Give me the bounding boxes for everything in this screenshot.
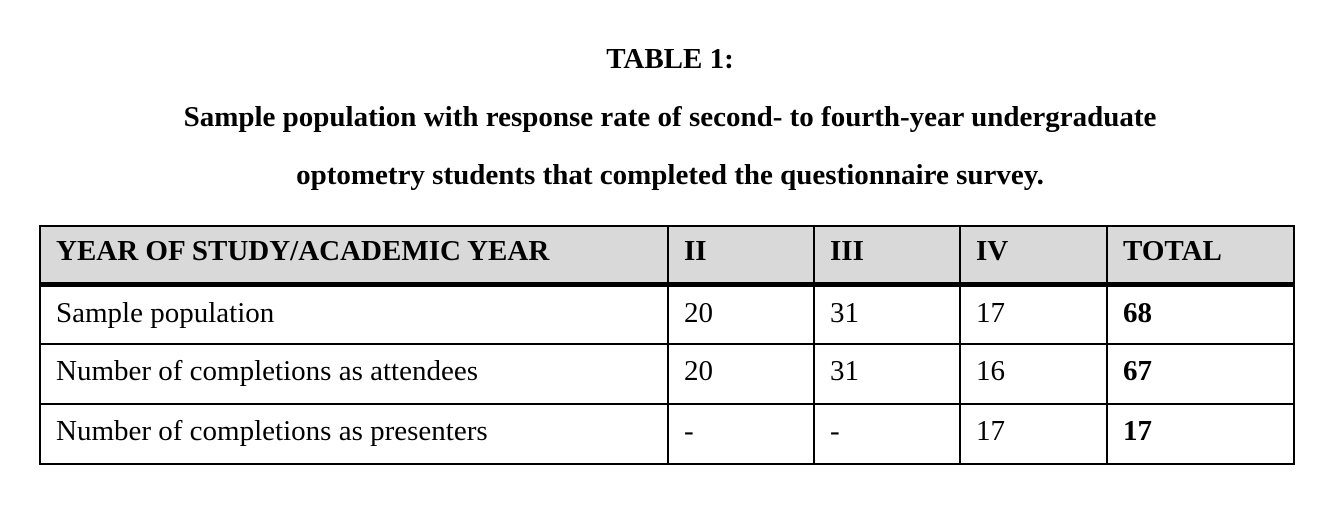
cell-year-iv: 17 (960, 404, 1107, 464)
header-year-iv: IV (960, 226, 1107, 284)
header-total: TOTAL (1107, 226, 1294, 284)
cell-year-iii: 31 (814, 284, 960, 344)
row-label: Number of completions as attendees (40, 344, 668, 404)
cell-year-iii: - (814, 404, 960, 464)
table-caption-label: TABLE 1: (606, 43, 734, 75)
table-row (40, 404, 1294, 464)
cell-total: 17 (1107, 404, 1294, 464)
cell-total: 67 (1107, 344, 1294, 404)
data-table (39, 225, 1295, 465)
table-caption-line-1: Sample population with response rate of second- to fourth-year undergraduate (183, 101, 1157, 133)
cell-year-ii: 20 (668, 344, 814, 404)
cell-year-iv: 17 (960, 284, 1107, 344)
cell-year-iii: 31 (814, 344, 960, 404)
cell-year-ii: 20 (668, 284, 814, 344)
row-label: Number of completions as presenters (40, 404, 668, 464)
header-year-of-study: YEAR OF STUDY/ACADEMIC YEAR (40, 226, 668, 284)
header-row (40, 226, 1294, 284)
header-year-ii: II (668, 226, 814, 284)
row-label: Sample population (40, 284, 668, 344)
cell-year-iv: 16 (960, 344, 1107, 404)
cell-total: 68 (1107, 284, 1294, 344)
table-caption-line-2: optometry students that completed the questionnaire survey. (296, 159, 1044, 191)
header-year-iii: III (814, 226, 960, 284)
table-row (40, 344, 1294, 404)
cell-year-ii: - (668, 404, 814, 464)
table-row (40, 284, 1294, 344)
